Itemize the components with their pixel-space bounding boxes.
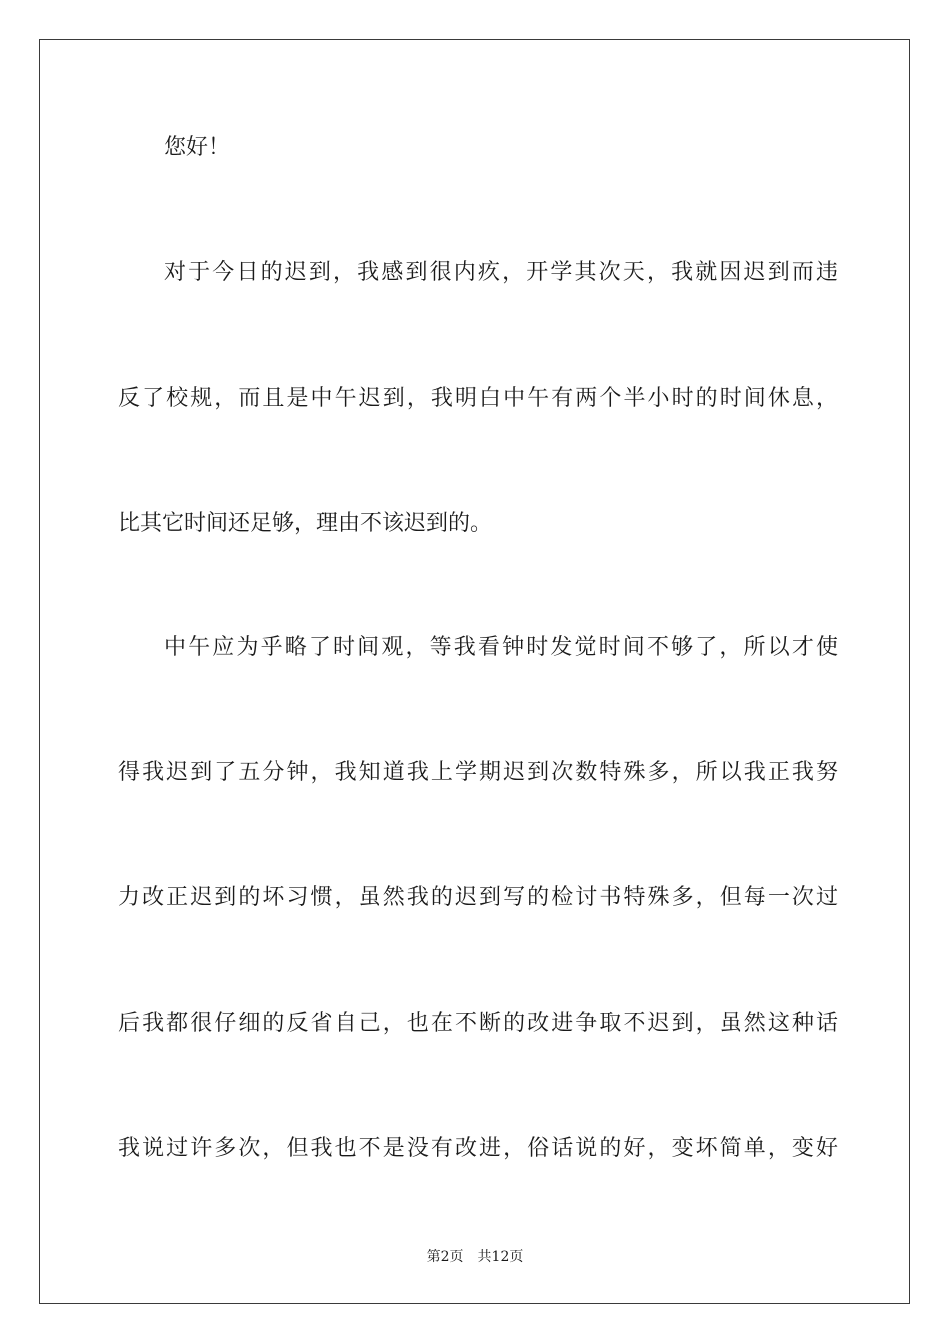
page-number-footer: 第2页 共12页 xyxy=(426,1249,524,1265)
paragraph-2-line-5: 我说过许多次，但我也不是没有改进，俗话说的好，变坏简单，变好 xyxy=(118,1136,838,1161)
paragraph-2-line-4: 后我都很仔细的反省自己，也在不断的改进争取不迟到，虽然这种话 xyxy=(118,1011,838,1036)
paragraph-2-line-1: 中午应为乎略了时间观，等我看钟时发觉时间不够了，所以才使 xyxy=(164,635,838,660)
page-border xyxy=(39,39,910,1304)
paragraph-1-line-3: 比其它时间还足够，理由不该迟到的。 xyxy=(118,511,493,536)
paragraph-1-line-1: 对于今日的迟到，我感到很内疚，开学其次天，我就因迟到而违 xyxy=(164,260,838,285)
greeting-line: 您好！ xyxy=(164,135,231,160)
paragraph-2-line-2: 得我迟到了五分钟，我知道我上学期迟到次数特殊多，所以我正我努 xyxy=(118,760,838,785)
paragraph-2-line-3: 力改正迟到的坏习惯，虽然我的迟到写的检讨书特殊多，但每一次过 xyxy=(118,885,838,910)
paragraph-1-line-2: 反了校规，而且是中午迟到，我明白中午有两个半小时的时间休息， xyxy=(118,386,838,411)
